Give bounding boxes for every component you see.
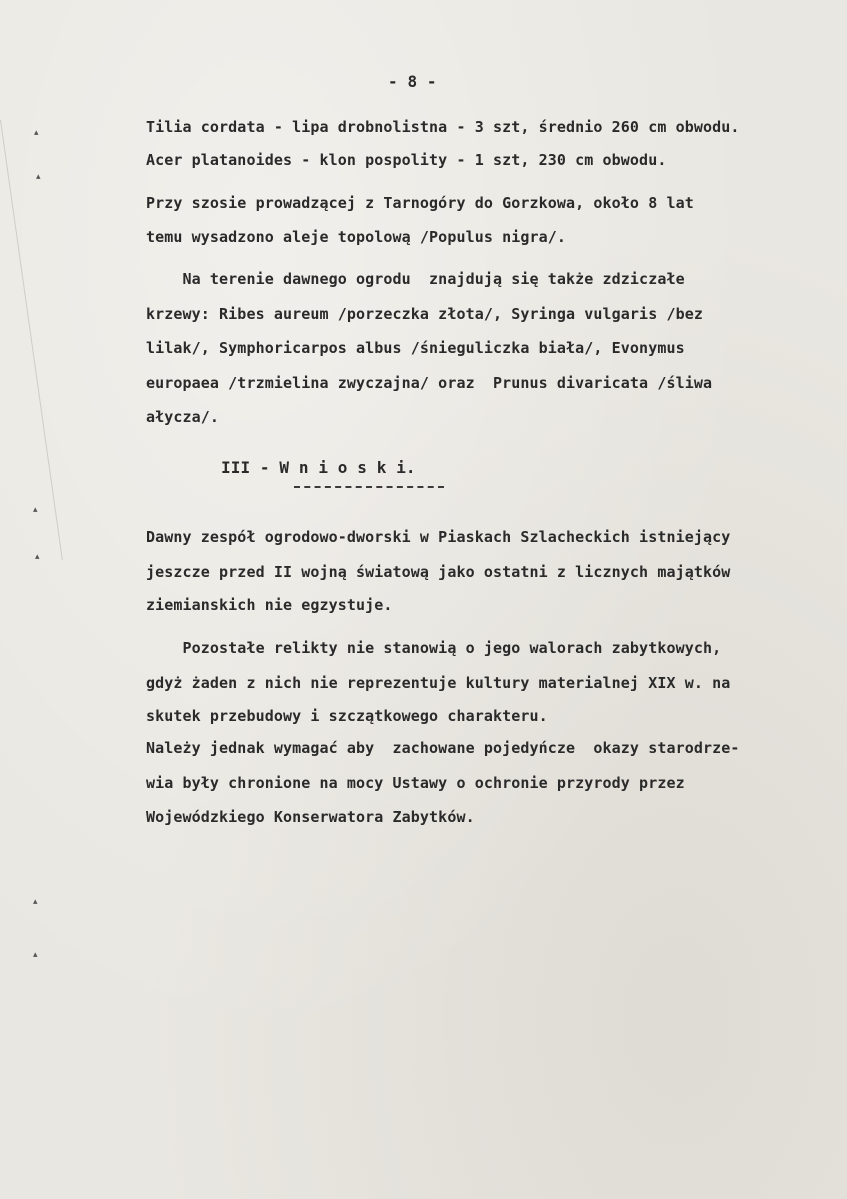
text-line: Pozostałe relikty nie stanowią o jego walorach zabytkowych, [146, 639, 722, 657]
text-line: temu wysadzono aleje topolową /Populus nigra/. [146, 228, 567, 246]
text-line: lilak/, Symphoricarpos albus /śnieguliczka biała/, Evonymus [146, 339, 685, 357]
text-line: skutek przebudowy i szczątkowego charakteru. [146, 707, 548, 725]
heading-underline [294, 486, 444, 488]
binding-hole-mark: ▴ [33, 505, 38, 515]
binding-hole-mark: ▴ [33, 897, 38, 907]
text-line: Tilia cordata - lipa drobnolistna - 3 szt, średnio 260 cm obwodu. [146, 118, 740, 136]
text-line: Na terenie dawnego ogrodu znajdują się także zdziczałe [146, 270, 685, 288]
paper-fold-line [0, 120, 143, 560]
text-line: europaea /trzmielina zwyczajna/ oraz Prunus divaricata /śliwa [146, 374, 713, 392]
binding-hole-mark: ▴ [36, 172, 41, 182]
text-line: ziemianskich nie egzystuje. [146, 596, 393, 614]
text-line: krzewy: Ribes aureum /porzeczka złota/, Syringa vulgaris /bez [146, 305, 703, 323]
text-line: jeszcze przed II wojną światową jako ostatni z licznych majątków [146, 563, 731, 581]
text-line: Przy szosie prowadzącej z Tarnogóry do Gorzkowa, około 8 lat [146, 194, 694, 212]
text-line: Wojewódzkiego Konserwatora Zabytków. [146, 808, 475, 826]
section-heading: III - W n i o s k i. [221, 458, 416, 477]
text-line: gdyż żaden z nich nie reprezentuje kultury materialnej XIX w. na [146, 674, 731, 692]
text-line: Acer platanoides - klon pospolity - 1 szt, 230 cm obwodu. [146, 151, 667, 169]
text-line: wia były chronione na mocy Ustawy o ochronie przyrody przez [146, 774, 685, 792]
binding-hole-mark: ▴ [34, 128, 39, 138]
text-line: Dawny zespół ogrodowo-dworski w Piaskach Szlacheckich istniejący [146, 528, 731, 546]
text-line: Należy jednak wymagać aby zachowane pojedyńcze okazy starodrze- [146, 739, 740, 757]
binding-hole-mark: ▴ [35, 552, 40, 562]
page-number: - 8 - [388, 72, 437, 91]
text-line: ałycza/. [146, 408, 220, 426]
binding-hole-mark: ▴ [33, 950, 38, 960]
